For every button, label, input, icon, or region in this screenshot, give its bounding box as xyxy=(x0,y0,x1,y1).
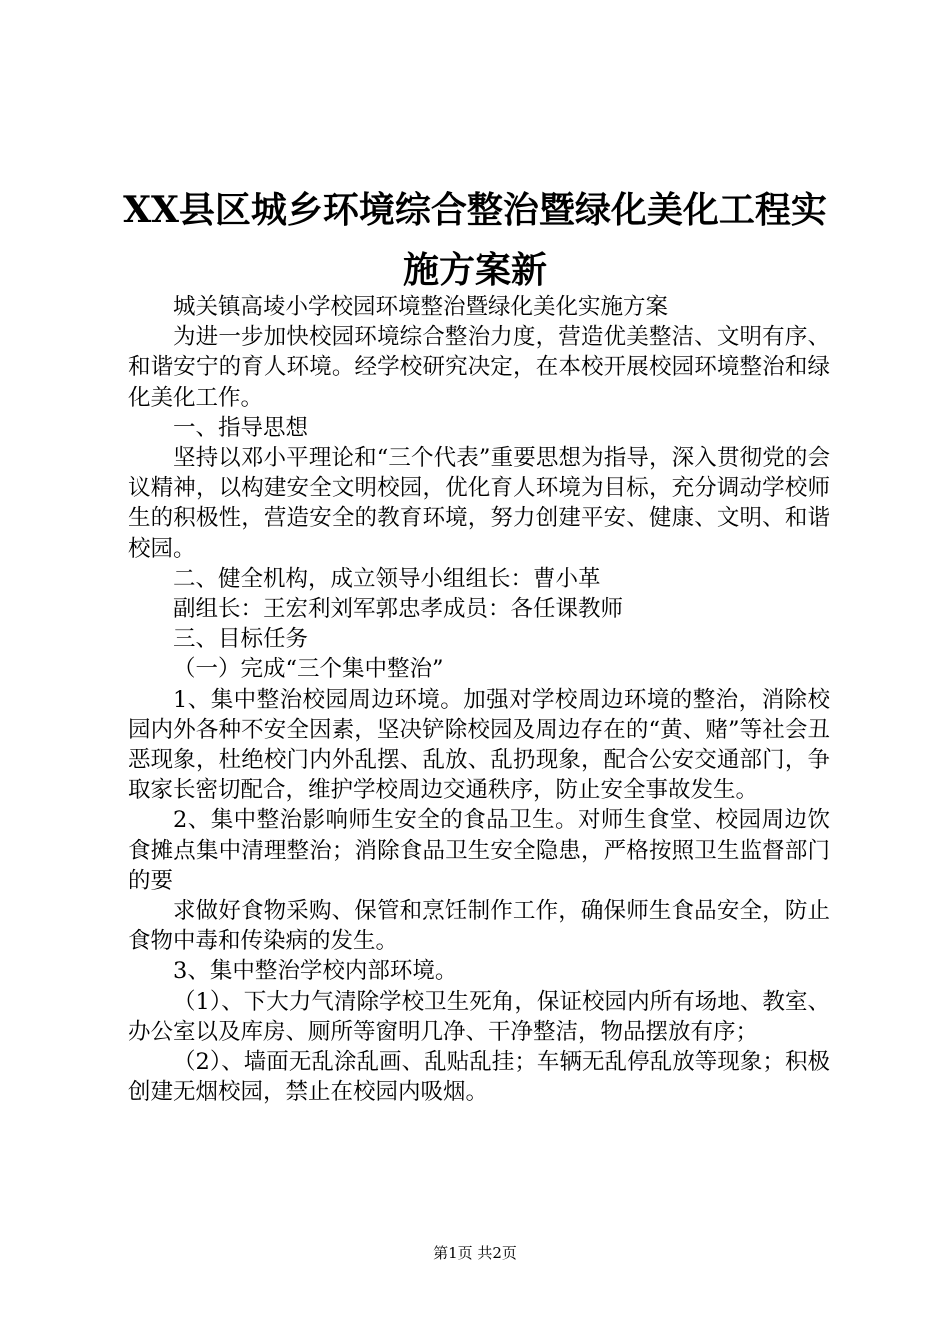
subsection-heading: （一）完成“三个集中整治” xyxy=(173,656,444,683)
paragraph: 为进一步加快校园环境综合整治力度，营造优美整洁、文明有序、和谐安宁的育人环境。经学校研究决定，在本校开展校园环境整治和绿化美化工作。 xyxy=(128,324,830,411)
paragraph: 坚持以邓小平理论和“三个代表”重要思想为指导，深入贯彻党的会议精神，以构建安全文明校园，优化育人环境为目标，充分调动学校师生的积极性，营造安全的教育环境，努力创建平安、健康、文明、和谐校园。 xyxy=(128,445,830,562)
paragraph: 副组长：王宏利刘军郭忠孝成员：各任课教师 xyxy=(173,596,624,623)
section-heading: 一、指导思想 xyxy=(173,414,309,441)
paragraph: 1、集中整治校园周边环境。加强对学校周边环境的整治，消除校园内外各种不安全因素，坚决铲除校园及周边存在的“黄、赌”等社会丑恶现象，杜绝校门内外乱摆、乱放、乱扔现象，配合公安交通部门，争取家长密切配合，维护学校周边交通秩序，防止安全事故发生。 xyxy=(128,686,830,804)
paragraph: 2、集中整治影响师生安全的食品卫生。对师生食堂、校园周边饮食摊点集中清理整治；消除食品卫生安全隐患，严格按照卫生监督部门的要 xyxy=(128,807,830,894)
section-heading: 三、目标任务 xyxy=(173,626,309,653)
page-footer: 第1页 共2页 xyxy=(433,1244,517,1262)
paragraph: （1）、下大力气清除学校卫生死角，保证校园内所有场地、教室、办公室以及库房、厕所等窗明几净、干净整洁，物品摆放有序； xyxy=(128,988,830,1045)
paragraph: 3、集中整治学校内部环境。 xyxy=(173,958,458,985)
section-heading: 二、健全机构，成立领导小组组长：曹小革 xyxy=(173,565,601,592)
paragraph: 城关镇高堎小学校园环境整治暨绿化美化实施方案 xyxy=(173,294,669,320)
document-body xyxy=(128,292,830,1107)
paragraph: （2）、墙面无乱涂乱画、乱贴乱挂；车辆无乱停乱放等现象；积极创建无烟校园，禁止在校园内吸烟。 xyxy=(128,1049,830,1106)
document-title: XX县区城乡环境综合整治暨绿化美化工程实施方案新 xyxy=(123,189,827,291)
paragraph: 求做好食物采购、保管和烹饪制作工作，确保师生食品安全，防止食物中毒和传染病的发生。 xyxy=(128,898,830,955)
